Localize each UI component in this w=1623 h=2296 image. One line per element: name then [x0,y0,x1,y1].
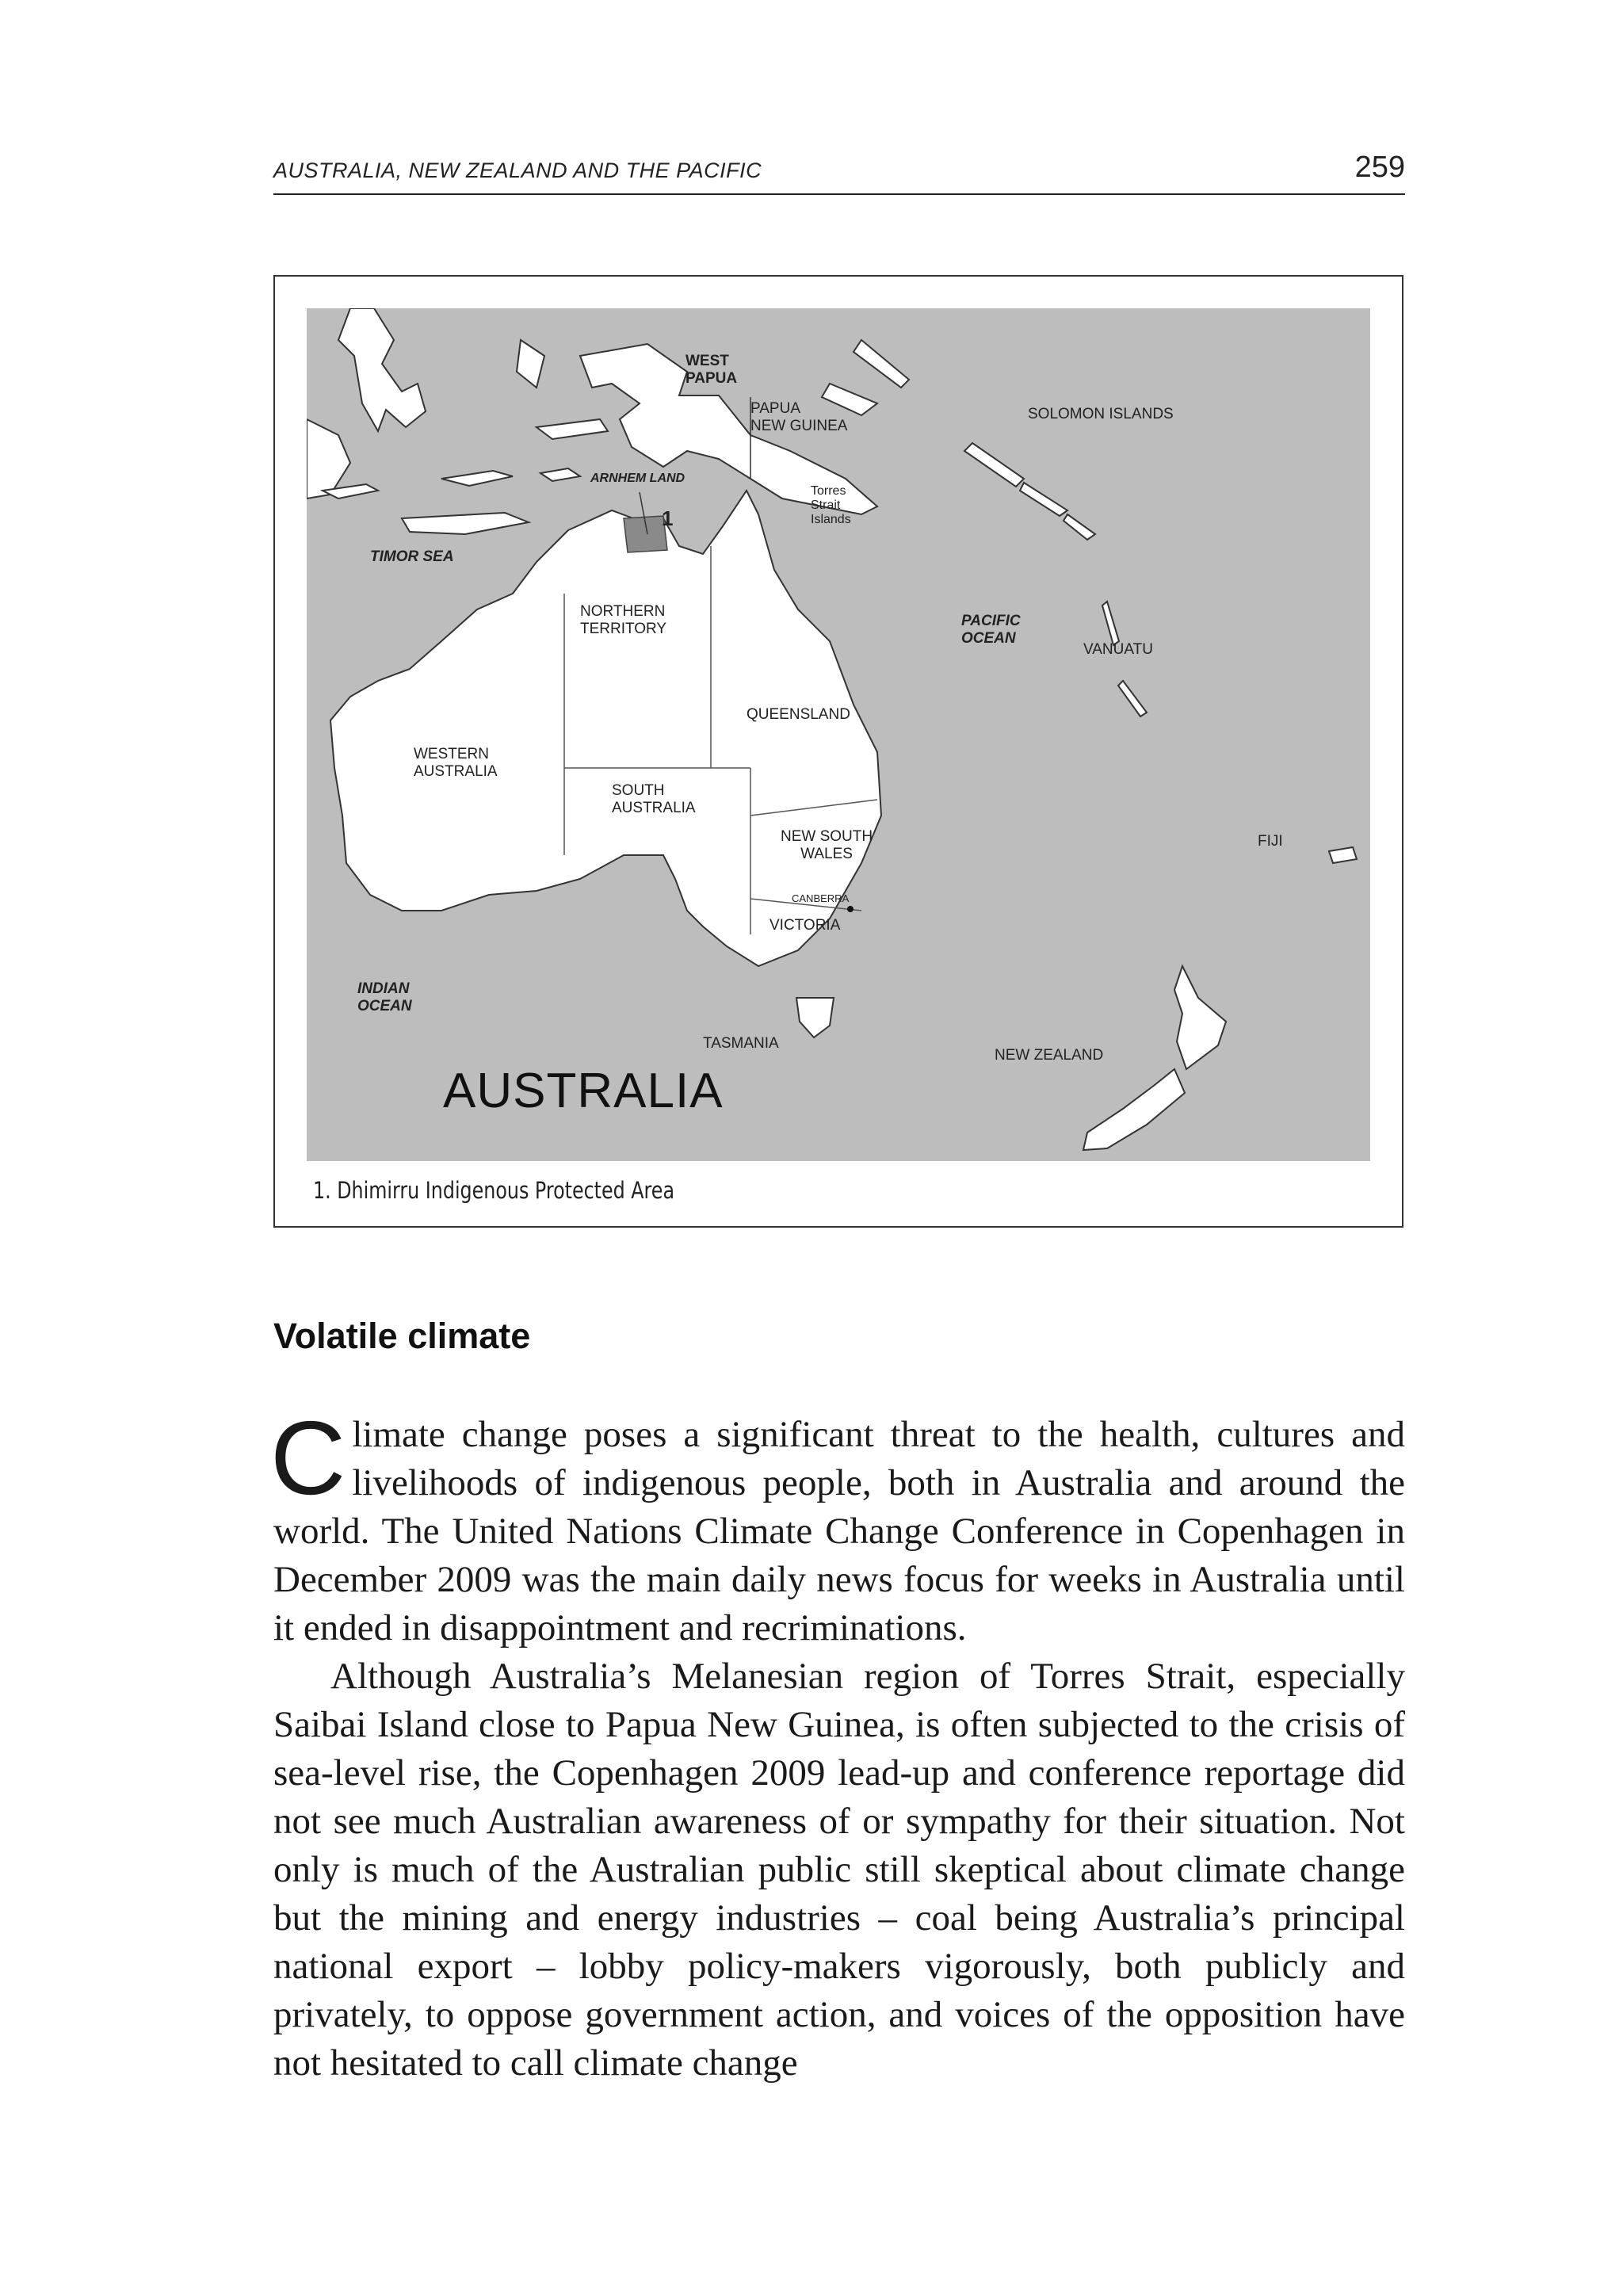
label-solomon-islands: SOLOMON ISLANDS [1028,406,1174,422]
vanuatu-island-2 [1118,681,1147,716]
label-victoria: VICTORIA [769,917,841,934]
label-vanuatu: VANUATU [1083,641,1153,658]
label-northern-territory: NORTHERN TERRITORY [580,603,667,637]
sulawesi-landmass [338,308,426,431]
running-head-title: AUSTRALIA, NEW ZEALAND AND THE PACIFIC [273,159,762,182]
map-figure [273,275,1403,1228]
drop-cap: C [270,1400,346,1516]
label-arnhem-land: ARNHEM LAND [590,472,685,485]
label-south-australia: SOUTH AUSTRALIA [612,782,696,816]
tasmania-island [796,998,834,1037]
figure-caption: 1. Dhimirru Indigenous Protected Area [313,1177,675,1204]
label-canberra: CANBERRA [792,892,850,904]
borneo-landmass [307,419,350,499]
label-queensland: QUEENSLAND [747,706,850,723]
label-western-australia: WESTERN AUSTRALIA [414,746,498,780]
timor-island [402,513,529,534]
seram-island [537,419,608,439]
paragraph-2: Although Australia’s Melanesian region of Torres Strait, especially Saibai Island close to Papua New Guinea, is often subjected to the crisis of sea-level rise, the Copenhagen 2009 lead-up and conference reportage did not see much Australian awareness of or sympathy for their situation. Not only is much of the Australian public still skeptical about climate change but the mining and energy industries – coal being Australia’s principal national export – lobby policy-makers vigorously, both publicly and privately, to oppose government action, and voices of the opposition have not hesitated to call climate change [273,1656,1405,2084]
island-chain-3 [540,468,580,481]
map-panel [307,308,1370,1161]
label-torres-strait: Torres Strait Islands [811,484,851,526]
paragraph-1 [270,1400,1405,1652]
canberra-dot [847,906,854,912]
label-tasmania: TASMANIA [703,1035,779,1052]
body-text [270,1400,1405,2088]
nz-north-island [1174,966,1226,1069]
label-pacific-ocean: PACIFIC OCEAN [961,613,1021,647]
new-ireland-island [854,340,909,388]
vanuatu-island-1 [1102,602,1119,645]
label-papua-new-guinea: PAPUA NEW GUINEA [750,400,848,434]
label-marker-1: 1 [662,506,674,530]
solomon-island-1 [964,443,1024,487]
island-chain-2 [441,471,513,486]
map-title: AUSTRALIA [443,1064,724,1118]
label-indian-ocean: INDIAN OCEAN [357,980,412,1014]
label-west-papua: WEST PAPUA [685,353,738,387]
halmahera-island [517,340,544,388]
label-new-south-wales: NEW SOUTH WALES [781,828,873,862]
solomon-island-3 [1064,514,1095,540]
running-head [273,151,1405,195]
section-heading: Volatile climate [273,1316,531,1356]
page-number: 259 [1354,151,1405,184]
fiji-island [1329,847,1357,863]
map-graphic [307,308,1370,1161]
nz-south-island [1083,1069,1185,1150]
label-fiji: FIJI [1258,833,1283,850]
label-timor-sea: TIMOR SEA [370,548,454,565]
paragraph-1-text: limate change poses a significant threat to the health, cultures and livelihoods of indigenous people, both in Australia and around the world. The United Nations Climate Change Conference in Copenhagen in December 2009 was the main daily news focus for weeks in Australia until it ended in disappointment and recriminations. [273,1414,1405,1648]
label-new-zealand: NEW ZEALAND [995,1047,1104,1064]
solomon-island-2 [1020,483,1067,516]
